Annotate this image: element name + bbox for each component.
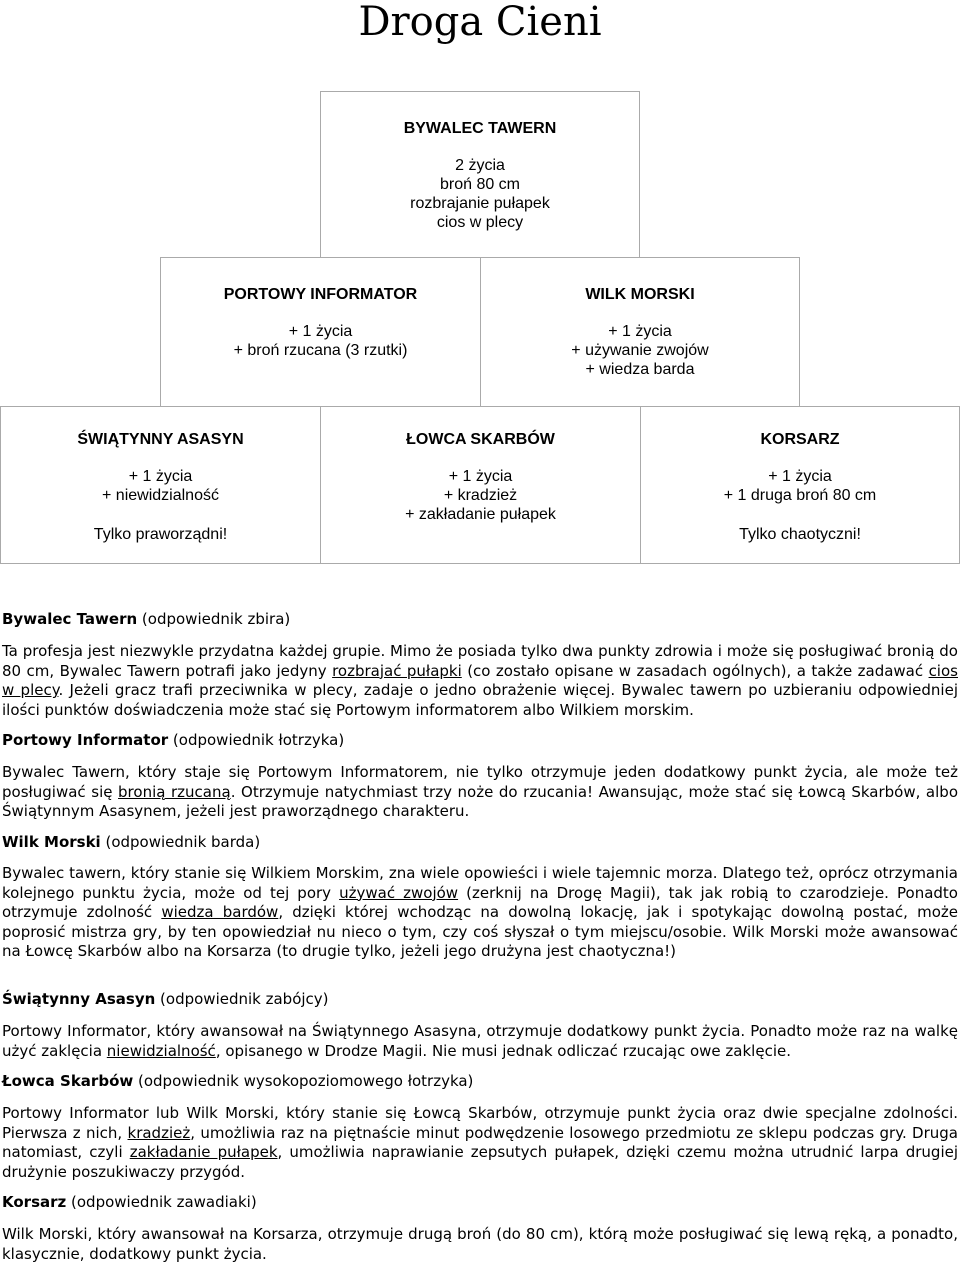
link-niewidzialnosc[interactable]: niewidzialność [106,1041,216,1060]
tree-box-line: + 1 życia [128,468,193,485]
link-rozbrajac-pulapki[interactable]: rozbrajać pułapki [332,661,462,680]
section-heading-korsarz [2,1193,257,1212]
text-part: (zerknij na Drogę Magii), tak jak robią to czarodzieje. Ponadto otrzymuje zdolność [2,883,958,921]
tree-box-wilk-morski [480,257,800,407]
tree-box-line: + 1 życia [608,323,672,340]
text-part: , umożliwia naprawianie zepsutych pułapek, dzięki czemu można utrudnić larpa drugiej drużynie poszukiwaczy przygód. [2,1143,959,1181]
page-title: Droga Cieni [358,0,602,45]
text-part: , dzięki której wchodząc na dowolną lokację, jak i spotykając dowolną postać, może poprosić mistrza gry, by ten opowiedział nu nieco o tym, czy coś słyszał o tym miejscu/osobie. Wilk Morski może awansować na Łowcę Skarbów albo na Korsarza (to drugie tylko, jeżeli jego drużyna jest chaotyczna!) [2,903,958,960]
tree-box-note: Tylko praworządni! [93,526,228,543]
text-part: Ta profesja jest niezwykle przydatna każdej grupie. Mimo że posiada tylko dwa punkty zdrowia i może się posługiwać bronią do 80 cm, Bywalec Tawern potrafi jako jedyny [2,642,958,680]
text-part: Portowy Informator, który awansował na Świątynnego Asasyna, otrzymuje dodatkowy punkt życia. Ponadto może raz na walkę użyć zaklęcia [2,1022,958,1060]
tree-box-title: BYWALEC TAWERN [403,120,557,137]
tree-box-swiatynny-asasyn [0,406,321,564]
section-heading-equiv: (odpowiednik zabójcy) [155,990,329,1008]
link-kradziez[interactable]: kradzież [127,1123,191,1142]
section-text-portowy [2,763,958,822]
text-part: . Otrzymuje natychmiast trzy noże do rzucania! Awansując, może stać się Łowcą Skarbów, albo Świątynnym Asasynem, jeżeli jest praworządnego charakteru. [2,782,958,820]
tree-box-line: + 1 życia [288,323,353,340]
section-heading-bywalec [2,610,290,629]
section-heading-equiv: (odpowiednik barda) [100,833,261,851]
section-heading-equiv: (odpowiednik zawadiaki) [66,1193,257,1211]
section-heading-lowca [2,1072,473,1091]
tree-box-line: + zakładanie pułapek [405,506,556,523]
tree-box-line: + wiedza barda [585,361,695,378]
section-heading-name: Portowy Informator [2,731,169,749]
section-heading-name: Wilk Morski [2,833,101,851]
tree-box-root [320,91,640,258]
tree-box-line: + broń rzucana (3 rzutki) [233,342,408,359]
tree-box-line: + 1 życia [448,468,513,485]
link-uzywac-zwojow[interactable]: używać zwojów [339,883,459,902]
tree-box-title: WILK MORSKI [585,286,695,303]
tree-box-title: KORSARZ [760,431,840,448]
section-heading-portowy [2,731,344,750]
section-text-bywalec [2,642,958,720]
tree-box-line: rozbrajanie pułapek [410,195,550,212]
section-heading-name: Świątynny Asasyn [2,990,156,1008]
section-text-korsarz [2,1225,958,1264]
section-heading-name: Bywalec Tawern [2,610,138,628]
section-heading-equiv: (odpowiednik łotrzyka) [168,731,345,749]
tree-box-line: 2 życia [455,157,505,174]
section-heading-wilk [2,833,260,852]
section-heading-name: Korsarz [2,1193,67,1211]
tree-box-title: ŁOWCA SKARBÓW [406,431,555,448]
link-bronia-rzucana[interactable]: bronią rzucaną [118,782,231,801]
tree-box-line: + 1 życia [768,468,832,485]
text-part: Portowy Informator lub Wilk Morski, który stanie się Łowcą Skarbów, otrzymuje punkt życia oraz dwie specjalne zdolności. Pierwsza z nich, [2,1104,958,1142]
link-zakladanie-pulapek[interactable]: zakładanie pułapek [129,1143,278,1161]
text-part: Bywalec Tawern, który staje się Portowym Informatorem, nie tylko otrzymuje jeden dodatkowy punkt życia, ale może też posługiwać się [2,763,958,801]
tree-box-portowy-informator [160,257,481,407]
tree-box-line: broń 80 cm [439,176,521,193]
link-wiedza-bardow[interactable]: wiedza bardów [161,903,279,921]
section-heading-equiv: (odpowiednik zbira) [137,610,291,628]
section-heading-name: Łowca Skarbów [2,1072,134,1090]
section-text-lowca [2,1104,958,1182]
tree-box-line: + kradzież [443,487,518,504]
tree-box-korsarz [640,406,960,564]
text-part: Wilk Morski, który awansował na Korsarza, otrzymuje drugą broń (do 80 cm), którą może posługiwać się lewą ręką, a ponadto, klasycznie, dodatkowy punkt życia. [2,1225,958,1263]
tree-box-line: cios w plecy [436,214,524,231]
section-text-asasyn [2,1022,958,1061]
text-part: , opisanego w Drodze Magii. Nie musi jednak odliczać rzucając owe zaklęcie. [215,1041,791,1060]
tree-box-line: + 1 druga broń 80 cm [723,487,877,504]
tree-box-title: PORTOWY INFORMATOR [223,286,418,303]
section-text-wilk [2,864,958,962]
tree-box-line: + używanie zwojów [571,342,709,359]
text-part: , umożliwia raz na piętnaście minut podwędzenie losowego przedmiotu ze sklepu podczas gry. Druga natomiast, czyli [2,1123,958,1161]
link-cios-w-plecy[interactable]: cios w plecy [2,661,958,699]
tree-box-lowca-skarbow [320,406,641,564]
tree-box-line: + niewidzialność [102,487,219,504]
tree-box-note: Tylko chaotyczni! [739,526,861,543]
section-heading-asasyn [2,990,329,1009]
section-heading-equiv: (odpowiednik wysokopoziomowego łotrzyka) [133,1072,474,1090]
text-part: (co zostało opisane w zasadach ogólnych), a także zadawać [461,661,929,680]
text-part: . Jeżeli gracz trafi przeciwnika w plecy, zadaje o jedno obrażenie więcej. Bywalec tawern po uzbieraniu odpowiedniej ilości punktów doświadczenia może stać się Portowym informatorem albo Wilkiem morskim. [2,681,958,719]
tree-box-title: ŚWIĄTYNNY ASASYN [77,431,244,448]
text-part: Bywalec tawern, który stanie się Wilkiem Morskim, zna wiele opowieści i wiele tajemnic morza. Dlatego też, oprócz otrzymania kolejnego punktu życia, może od tej pory [2,864,958,902]
